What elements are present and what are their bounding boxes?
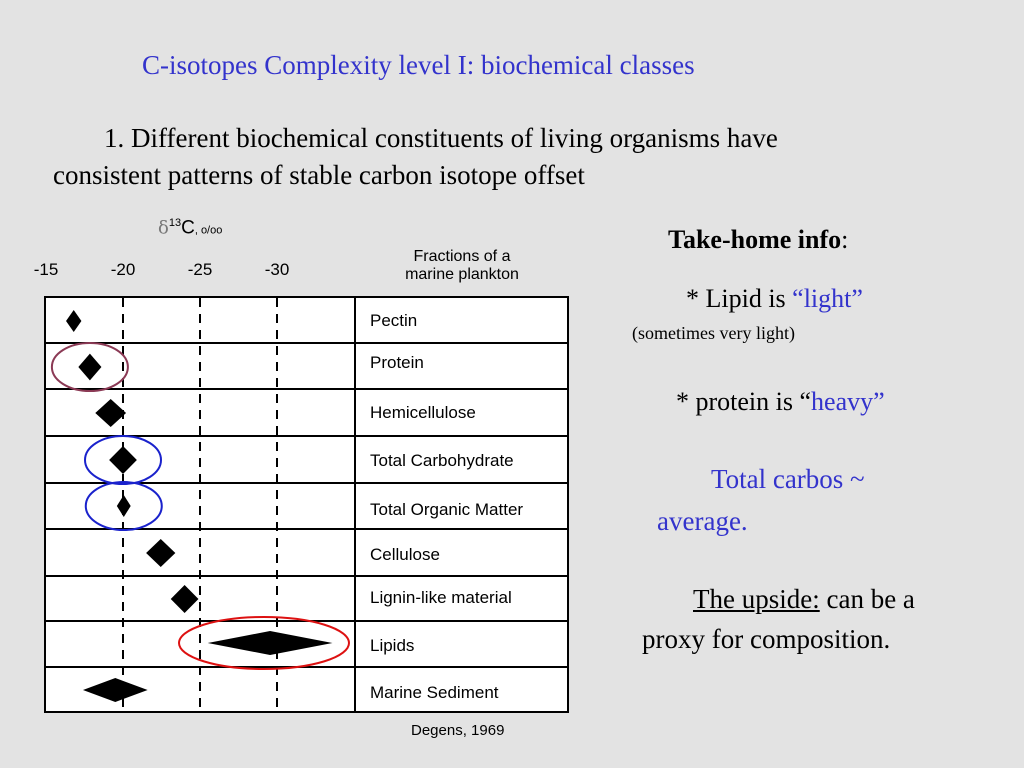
data-diamond bbox=[171, 585, 199, 613]
takehome-heading bbox=[668, 225, 848, 255]
point-line-1: 1. Different biochemical constituents of living organisms have bbox=[104, 123, 778, 153]
x-tick-label: -30 bbox=[264, 260, 290, 279]
data-diamond bbox=[208, 631, 333, 655]
axis-superscript: 13 bbox=[168, 217, 182, 229]
data-diamond bbox=[109, 446, 137, 474]
protein-prefix: * protein is “ bbox=[676, 387, 812, 416]
carbos-line-1: Total carbos ~ bbox=[711, 464, 865, 494]
x-tick-label: -20 bbox=[110, 260, 136, 279]
takehome-colon: : bbox=[841, 225, 849, 254]
row-label: Hemicellulose bbox=[370, 403, 476, 422]
upside-line-1 bbox=[693, 584, 915, 615]
takehome-heading-text: Take-home info bbox=[668, 225, 842, 254]
row-label: Total Organic Matter bbox=[370, 500, 524, 519]
data-diamond bbox=[78, 354, 101, 381]
upside-rest: can be a bbox=[819, 584, 915, 614]
column-header: Fractions of a marine plankton bbox=[405, 248, 519, 284]
row-label: Cellulose bbox=[370, 545, 440, 564]
lipid-prefix: * Lipid is bbox=[686, 284, 793, 313]
lipid-bullet bbox=[686, 284, 863, 314]
delta-symbol: δ bbox=[158, 217, 169, 239]
axis-element: C bbox=[181, 217, 195, 239]
slide-title: C-isotopes Complexity level I: biochemical classes bbox=[142, 50, 695, 80]
row-label: Marine Sediment bbox=[370, 683, 499, 702]
data-diamond bbox=[83, 678, 148, 702]
data-diamond bbox=[146, 539, 175, 567]
row-label: Lignin-like material bbox=[370, 588, 512, 607]
carbos-line-2: average. bbox=[657, 506, 748, 536]
lipid-word: “light” bbox=[792, 284, 863, 313]
protein-bullet bbox=[676, 387, 885, 417]
upside-line-2: proxy for composition. bbox=[642, 624, 891, 654]
row-label: Total Carbohydrate bbox=[370, 451, 514, 470]
point-line-2: consistent patterns of stable carbon isotope offset bbox=[53, 160, 585, 190]
data-diamond bbox=[66, 310, 81, 332]
data-diamond bbox=[117, 495, 131, 517]
row-label: Lipids bbox=[370, 636, 415, 655]
x-tick-label: -25 bbox=[187, 260, 213, 279]
lipid-note: (sometimes very light) bbox=[632, 323, 795, 343]
row-label: Protein bbox=[370, 353, 424, 372]
axis-unit: , o/oo bbox=[194, 224, 223, 237]
protein-word: heavy” bbox=[811, 387, 885, 416]
data-diamond bbox=[95, 399, 126, 427]
source-citation: Degens, 1969 bbox=[411, 722, 505, 739]
row-label: Pectin bbox=[370, 311, 418, 330]
x-tick-label: -15 bbox=[33, 260, 59, 279]
upside-label: The upside: bbox=[693, 584, 820, 614]
